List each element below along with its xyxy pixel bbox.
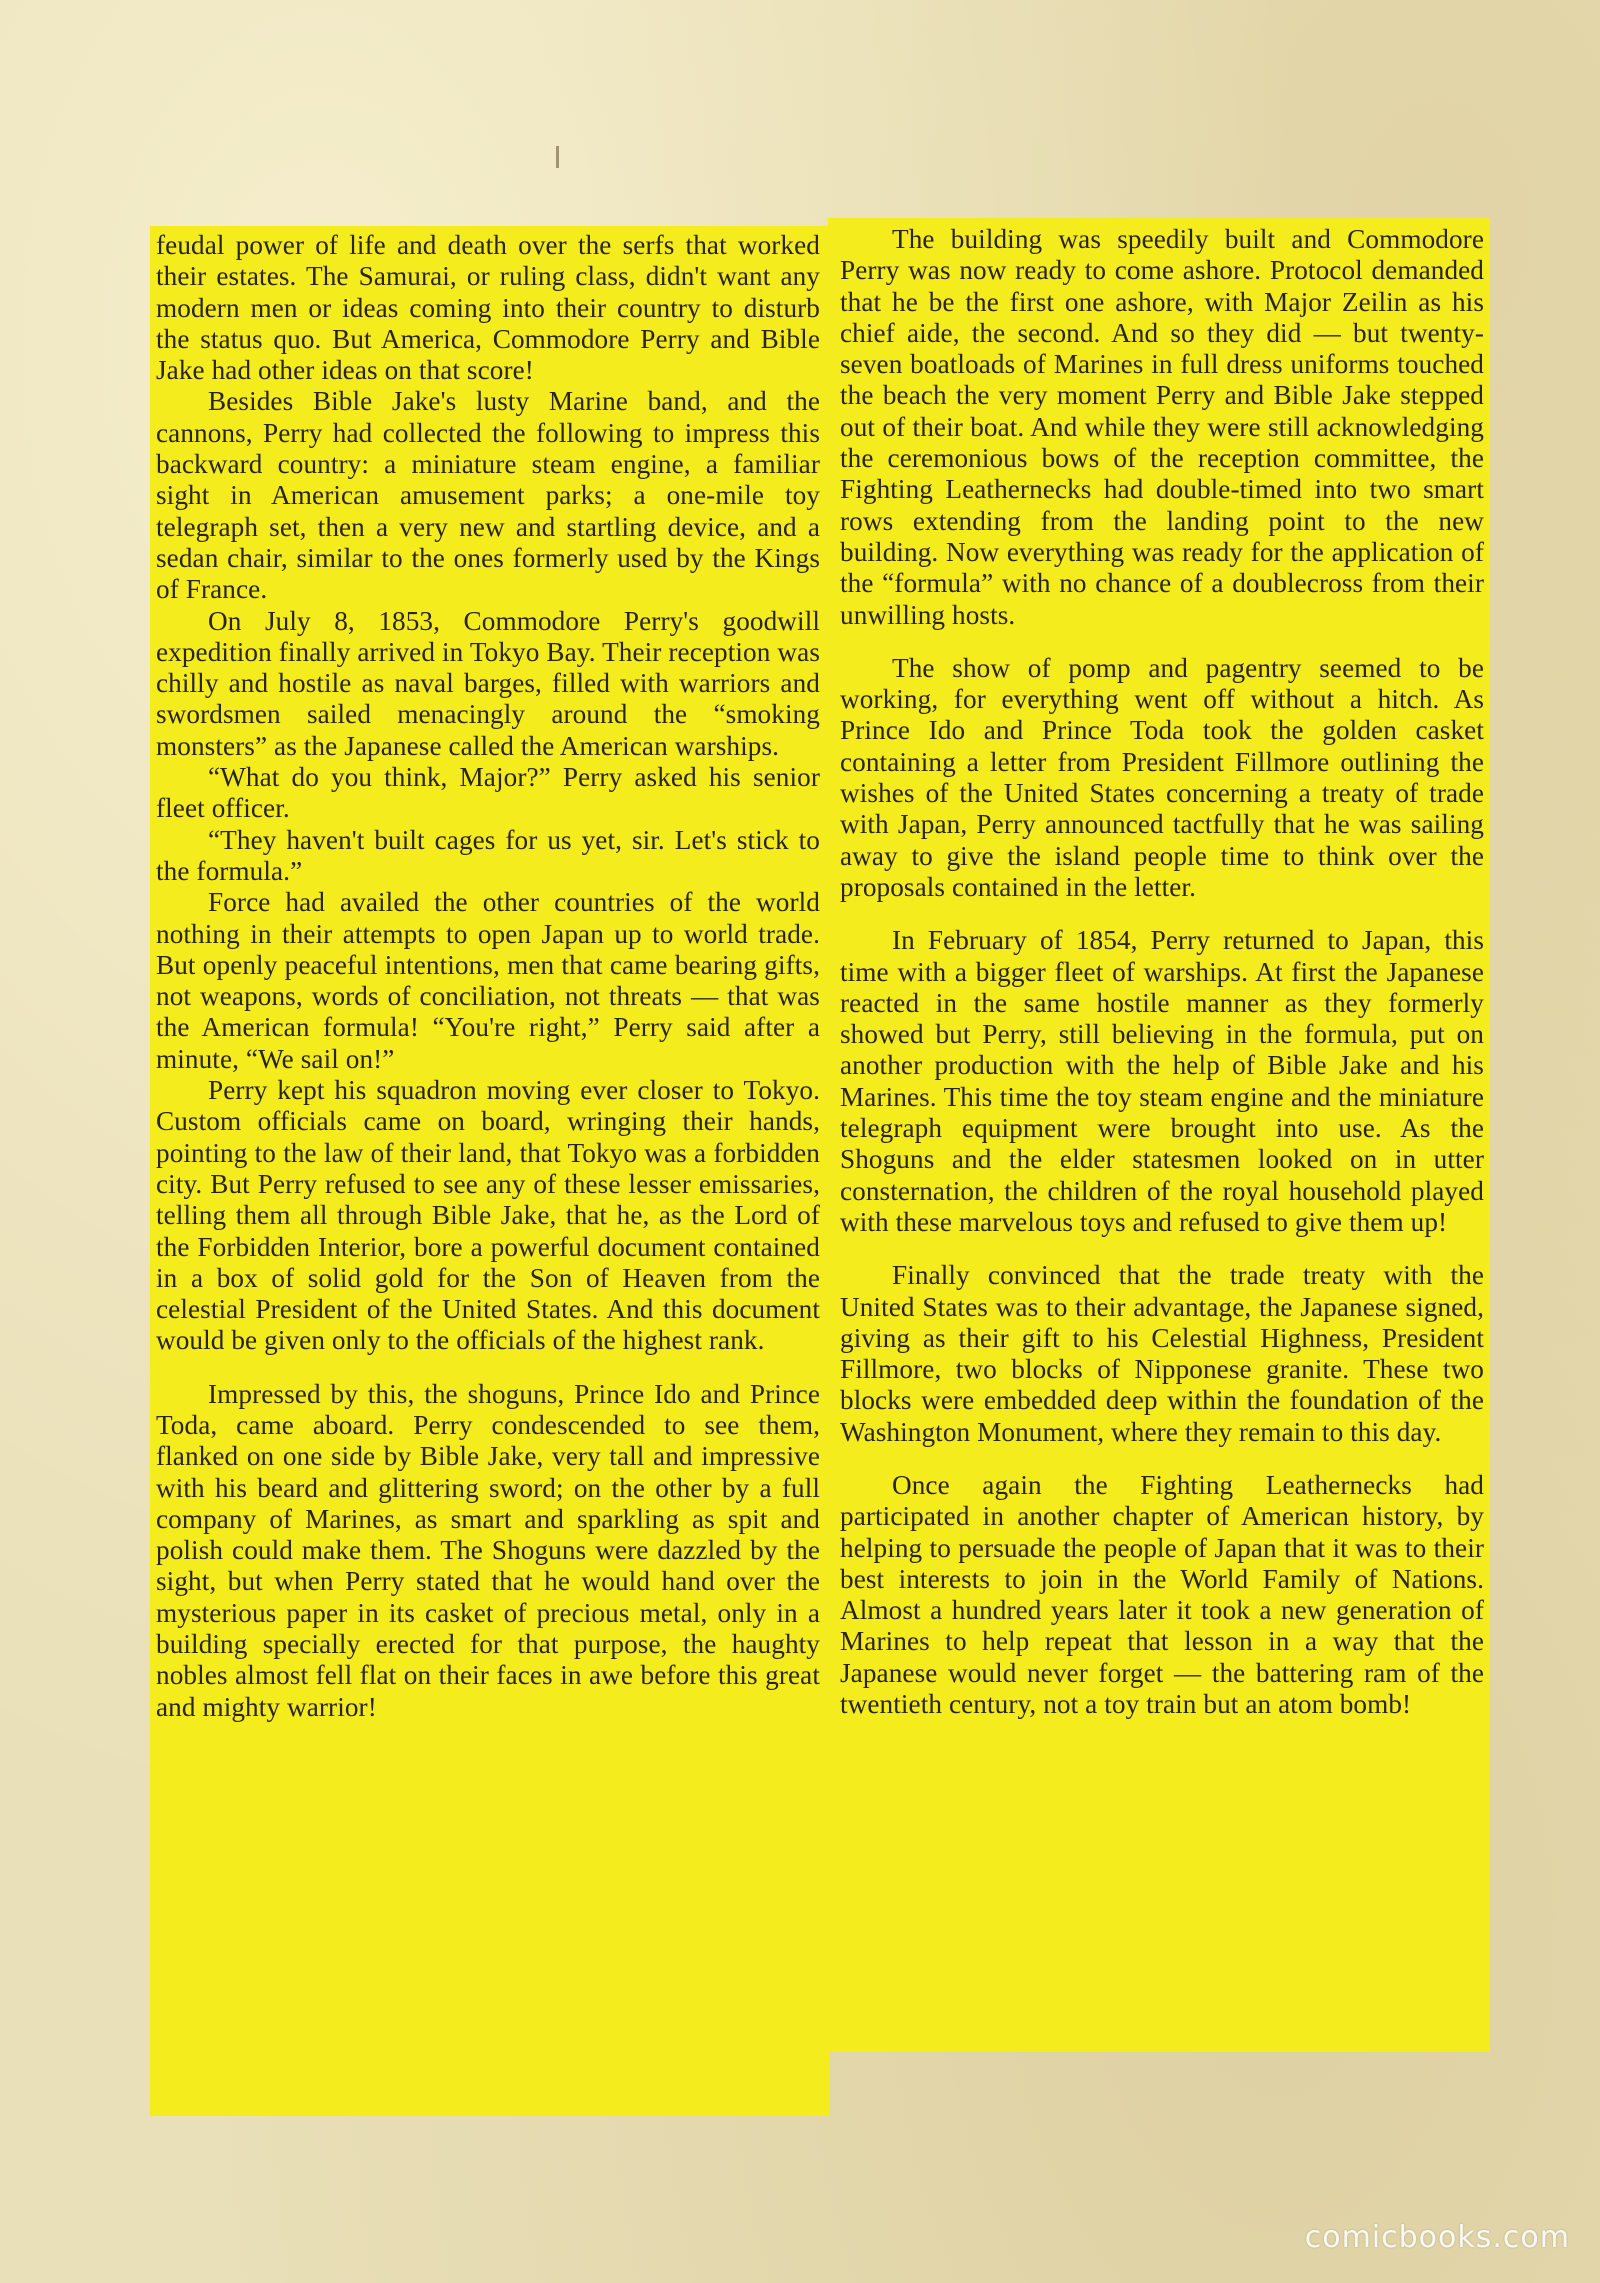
paragraph: The show of pomp and pagentry seemed to be working, for everything went off without a hitch. As Prince Ido and Prince Toda took the golden casket containing a letter from President Fillmore outlining the wishes of the United States concerning a treaty of trade with Japan, Perry announced tactfully that he was sailing away to give the island people time to think over the proposals contained in the letter. xyxy=(840,652,1484,902)
paragraph: Perry kept his squadron moving ever closer to Tokyo. Custom officials came on board, wringing their hands, pointing to the law of their land, that Tokyo was a forbidden city. But Perry refused to see any of these lesser emissaries, telling them all through Bible Jake, that he, as the Lord of the Forbidden Interior, bore a powerful document contained in a box of solid gold for the Son of Heaven from the celestial President of the United States. And this document would be given only to the officials of the highest rank. xyxy=(156,1075,820,1356)
paragraph: “They haven't built cages for us yet, sir. Let's stick to the formula.” xyxy=(156,824,820,886)
paragraph: On July 8, 1853, Commodore Perry's goodwill expedition finally arrived in Tokyo Bay. Their reception was chilly and hostile as naval barges, filled with warriors and swordsmen sailed menacingly around the “smoking monsters” as the Japanese called the American warships. xyxy=(156,605,820,761)
paragraph: The building was speedily built and Commodore Perry was now ready to come ashore. Protocol demanded that he be the first one ashore, with Major Zeilin as his chief aide, the second. And so they did — but twenty-seven boatloads of Marines in full dress uniforms touched the beach the very moment Perry and Bible Jake stepped out of their boat. And while they were still acknowledging the ceremonious bows of the reception committee, the Fighting Leathernecks had double-timed into two smart rows extending from the landing point to the new building. Now everything was ready for the application of the “formula” with no chance of a doublecross from their unwilling hosts. xyxy=(840,224,1484,630)
right-text-column xyxy=(828,218,1490,2052)
paragraph: Once again the Fighting Leathernecks had participated in another chapter of American history, by helping to persuade the people of Japan that it was to their best interests to join in the World Family of Nations. Almost a hundred years later it took a new generation of Marines to help repeat that lesson in a way that the Japanese would never forget — the battering ram of the twentieth century, not a toy train but an atom bomb! xyxy=(840,1469,1484,1720)
left-text-column xyxy=(150,226,830,2116)
paragraph: feudal power of life and death over the serfs that worked their estates. The Samurai, or ruling class, didn't want any modern men or ideas coming into their country to disturb the status quo. But America, Commodore Perry and Bible Jake had other ideas on that score! xyxy=(156,230,820,386)
paragraph: Besides Bible Jake's lusty Marine band, and the cannons, Perry had collected the following to impress this backward country: a miniature steam engine, a familiar sight in American amusement parks; a one-mile toy telegraph set, then a very new and startling device, and a sedan chair, similar to the ones formerly used by the Kings of France. xyxy=(156,386,820,605)
paragraph: Finally convinced that the trade treaty with the United States was to their advantage, the Japanese signed, giving as their gift to his Celestial Highness, President Fillmore, two blocks of Nipponese granite. These two blocks were embedded deep within the foundation of the Washington Monument, where they remain to this day. xyxy=(840,1260,1484,1447)
paragraph: Force had availed the other countries of the world nothing in their attempts to open Japan up to world trade. But openly peaceful intentions, men that came bearing gifts, not weapons, words of conciliation, not threats — that was the American formula! “You're right,” Perry said after a minute, “We sail on!” xyxy=(156,887,820,1074)
paragraph: Impressed by this, the shoguns, Prince Ido and Prince Toda, came aboard. Perry condescended to see them, flanked on one side by Bible Jake, very tall and impressive with his beard and glittering sword; on the other by a full company of Marines, as smart and sparkling as spit and polish could make them. The Shoguns were dazzled by the sight, but when Perry stated that he would hand over the mysterious paper in its casket of precious metal, only in a building specially erected for that purpose, the haughty nobles almost fell flat on their faces in awe before this great and mighty warrior! xyxy=(156,1378,820,1722)
paragraph: “What do you think, Major?” Perry asked his senior fleet officer. xyxy=(156,762,820,824)
watermark: comicbooks.com xyxy=(1304,2220,1570,2255)
paragraph: In February of 1854, Perry returned to Japan, this time with a bigger fleet of warships. At first the Japanese reacted in the same hostile manner as they formerly showed but Perry, still believing in the formula, put on another production with the help of Bible Jake and his Marines. This time the toy steam engine and the miniature telegraph equipment were brought into use. As the Shoguns and the elder statesmen looked on in utter consternation, the children of the royal household played with these marvelous toys and refused to give them up! xyxy=(840,925,1484,1237)
page-mark xyxy=(556,146,559,168)
